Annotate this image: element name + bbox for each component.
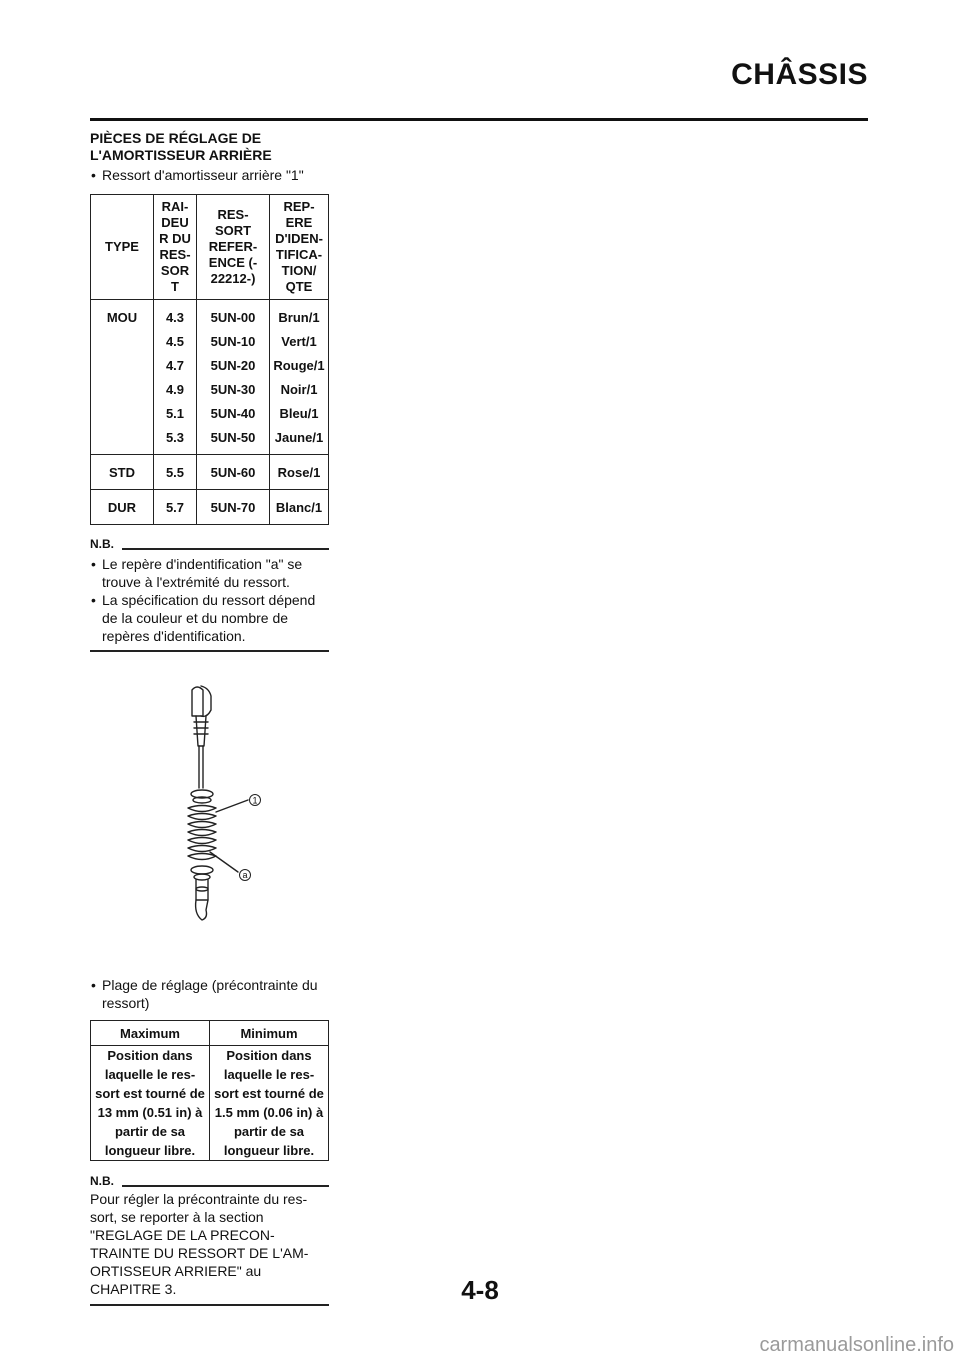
- preload-range-table: [90, 1020, 329, 1161]
- table-row: [91, 425, 329, 455]
- range-bullet: • Plage de réglage (précontrainte du ressort): [90, 976, 329, 1012]
- table-row: [91, 300, 329, 330]
- cell-rate: 4.5: [154, 329, 197, 353]
- header-type: TYPE: [91, 195, 154, 300]
- shock-absorber-illustration: [90, 676, 329, 976]
- cell-ident: Rouge/1: [270, 353, 329, 377]
- header-rate: RAI- DEU R DU RES- SOR T: [154, 195, 197, 300]
- shock-lower-ring: [196, 887, 208, 891]
- cell-ident: Blanc/1: [270, 490, 329, 525]
- table-row: [91, 455, 329, 490]
- callout-a-label: a: [242, 870, 248, 880]
- cell-type: MOU: [91, 300, 154, 330]
- shock-clevis: [196, 900, 208, 920]
- table-row: [91, 329, 329, 353]
- shock-spring: [188, 806, 216, 860]
- note1-label: N.B.: [90, 537, 114, 551]
- cell-part: 5UN-40: [197, 401, 270, 425]
- cell-rate: 4.9: [154, 377, 197, 401]
- note1-bullet-1: • Le repère d'indentification "a" se trouve à l'extrémité du ressort.: [90, 555, 329, 591]
- table-row: [91, 1046, 329, 1161]
- cell-rate: 5.7: [154, 490, 197, 525]
- note2-text: Pour régler la précontrainte du res-sort, se reporter à la section "REGLAGE DE LA PRECON-TRAINTE DU RESSORT DE L'AM-ORTISSEUR ARRIERE" au CHAPITRE 3.: [90, 1191, 309, 1297]
- header-minimum: Minimum: [210, 1021, 329, 1046]
- note2-rule: [122, 1185, 329, 1187]
- watermark: carmanualsonline.info: [759, 1334, 954, 1356]
- cell-part: 5UN-60: [197, 455, 270, 490]
- cell-type: [91, 401, 154, 425]
- section-title-line1: PIÈCES DE RÉGLAGE DE: [90, 130, 262, 146]
- note1-bullet-2: • La spécification du ressort dépend de la couleur et du nombre de repères d'identification.: [90, 591, 329, 645]
- main-column: [90, 130, 329, 1306]
- shock-absorber-figure: [90, 676, 329, 976]
- shock-lower-seat: [194, 874, 210, 880]
- cell-ident: Jaune/1: [270, 425, 329, 455]
- shock-rod: [199, 746, 203, 788]
- note1-rule: [122, 548, 329, 550]
- shock-body: [196, 716, 206, 746]
- cell-minimum: Position dans laquelle le res-sort est tourné de 1.5 mm (0.06 in) à partir de sa longueur libre.: [210, 1046, 329, 1161]
- shock-top-mount: [192, 687, 203, 716]
- table-row: [91, 490, 329, 525]
- cell-type: DUR: [91, 490, 154, 525]
- header-ident: REP- ERE D'IDEN- TIFICA- TION/ QTE: [270, 195, 329, 300]
- cell-part: 5UN-00: [197, 300, 270, 330]
- cell-rate: 4.7: [154, 353, 197, 377]
- note1-end-rule: [90, 650, 329, 652]
- section-title-line2: L'AMORTISSEUR ARRIÈRE: [90, 147, 272, 163]
- cell-ident: Rose/1: [270, 455, 329, 490]
- cell-part: 5UN-30: [197, 377, 270, 401]
- cell-ident: Bleu/1: [270, 401, 329, 425]
- cell-rate: 5.3: [154, 425, 197, 455]
- shock-lower-seat: [191, 866, 213, 874]
- table-row: [91, 377, 329, 401]
- cell-rate: 5.1: [154, 401, 197, 425]
- callout-1-label: 1: [252, 795, 258, 806]
- note1-header: [90, 537, 329, 551]
- note1-body: [90, 555, 329, 645]
- page-number: 4-8: [461, 1275, 499, 1305]
- cell-type: STD: [91, 455, 154, 490]
- cell-type: [91, 329, 154, 353]
- header-maximum: Maximum: [91, 1021, 210, 1046]
- cell-part: 5UN-50: [197, 425, 270, 455]
- table-row: [91, 401, 329, 425]
- table-row: [91, 353, 329, 377]
- cell-maximum: Position dans laquelle le res-sort est tourné de 13 mm (0.51 in) à partir de sa longueur libre.: [91, 1046, 210, 1161]
- cell-part: 5UN-10: [197, 329, 270, 353]
- cell-part: 5UN-70: [197, 490, 270, 525]
- note2-label: N.B.: [90, 1174, 114, 1188]
- cell-type: [91, 377, 154, 401]
- intro-bullet: • Ressort d'amortisseur arrière "1": [90, 166, 329, 184]
- page-title: CHÂSSIS: [731, 58, 868, 91]
- cell-rate: 5.5: [154, 455, 197, 490]
- cell-type: [91, 353, 154, 377]
- header-part: RES- SORT REFER- ENCE (- 22212-): [197, 195, 270, 300]
- spring-table: [90, 194, 329, 525]
- cell-ident: Brun/1: [270, 300, 329, 330]
- cell-ident: Vert/1: [270, 329, 329, 353]
- cell-rate: 4.3: [154, 300, 197, 330]
- cell-part: 5UN-20: [197, 353, 270, 377]
- note2-header: [90, 1174, 329, 1188]
- cell-type: [91, 425, 154, 455]
- cell-ident: Noir/1: [270, 377, 329, 401]
- header-rule: [90, 118, 868, 121]
- leader-line-1: [216, 800, 248, 812]
- leader-line-a: [210, 852, 238, 872]
